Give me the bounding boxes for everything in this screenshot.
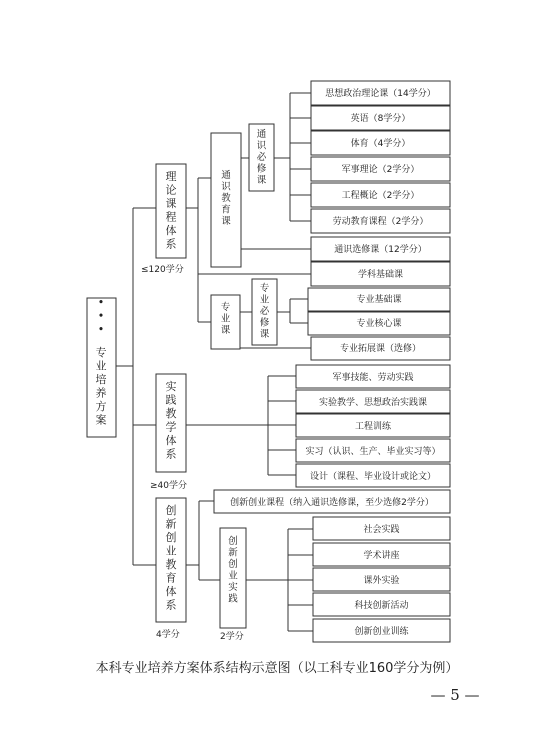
major-course-label: 专业课 xyxy=(220,302,231,336)
practice-item xyxy=(296,390,450,413)
course-box xyxy=(311,209,450,233)
course-box xyxy=(308,312,450,335)
innovation-item xyxy=(313,517,450,540)
practice-item xyxy=(296,439,450,462)
course-label: 思想政治理论课（14学分） xyxy=(325,89,436,99)
major-required-courses xyxy=(308,288,450,335)
innovation-item-label: 课外实验 xyxy=(363,576,400,586)
course-box xyxy=(311,131,450,155)
figure-caption: 本科专业培养方案体系结构示意图（以工科专业160学分为例） xyxy=(95,661,459,676)
course-label: 体育（4学分） xyxy=(350,139,411,149)
practice-item-label: 工程训练 xyxy=(354,422,392,432)
course-box xyxy=(311,157,450,181)
root-label: 专业培养方案 xyxy=(95,346,107,427)
innovation-practice-note: 2学分 xyxy=(220,632,244,642)
innovation-item-label: 科技创新活动 xyxy=(354,601,409,611)
practice-item-label: 军事技能、劳动实践 xyxy=(332,373,414,383)
innovation-system-node xyxy=(156,498,186,640)
course-box xyxy=(311,81,450,105)
innovation-item-label: 创新创业训练 xyxy=(354,627,409,637)
major-required-node xyxy=(252,279,277,345)
general-elective-node xyxy=(311,237,450,261)
discipline-basic-label: 学科基础课 xyxy=(357,270,404,280)
general-required-courses xyxy=(311,81,450,233)
major-required-label: 专业必修课 xyxy=(259,283,270,340)
course-box xyxy=(311,183,450,207)
course-label: 英语（8学分） xyxy=(350,114,411,124)
theory-system-node xyxy=(141,164,186,275)
theory-system-label: 理论课程体系 xyxy=(165,170,177,251)
innovation-item xyxy=(313,543,450,566)
innovation-item-label: 学术讲座 xyxy=(363,551,400,561)
innovation-item xyxy=(313,593,450,616)
major-extension-label: 专业拓展课（选修） xyxy=(339,344,422,354)
major-extension-node xyxy=(311,337,450,360)
practice-system-node xyxy=(150,374,187,491)
course-box xyxy=(311,106,450,130)
course-label: 专业基础课 xyxy=(356,295,402,305)
innovation-practice-items xyxy=(313,517,450,642)
innovation-course-label: 创新创业课程（纳入通识选修课，至少选修2学分） xyxy=(230,498,434,508)
course-label: 专业核心课 xyxy=(356,319,402,329)
discipline-basic-node xyxy=(311,262,450,286)
practice-item xyxy=(296,464,450,487)
practice-items xyxy=(296,365,450,487)
innovation-system-note: 4学分 xyxy=(156,630,180,640)
innovation-practice-node xyxy=(220,528,246,642)
practice-item xyxy=(296,414,450,437)
practice-item-label: 设计（课程、毕业设计或论文） xyxy=(309,472,437,482)
innovation-item xyxy=(313,568,450,591)
innovation-item xyxy=(313,619,450,642)
innovation-item-label: 社会实践 xyxy=(363,525,400,535)
page-number: — 5 — xyxy=(430,686,480,704)
practice-system-label: 实践教学体系 xyxy=(165,380,177,461)
general-required-label: 通识必修课 xyxy=(256,129,267,186)
general-education-label: 通识教育课 xyxy=(221,170,231,227)
course-box xyxy=(308,288,450,311)
course-label: 军事理论（2学分） xyxy=(341,165,420,175)
root-node xyxy=(87,296,116,437)
root-dots: • • • xyxy=(97,296,105,336)
practice-item-label: 实验教学、思想政治实践课 xyxy=(318,398,428,408)
course-label: 工程概论（2学分） xyxy=(341,191,420,201)
general-elective-label: 通识选修课（12学分） xyxy=(334,245,427,255)
practice-item-label: 实习（认识、生产、毕业实习等） xyxy=(305,447,441,457)
innovation-course-node xyxy=(214,490,450,513)
major-course-node xyxy=(211,295,240,349)
course-label: 劳动教育课程（2学分） xyxy=(332,217,429,227)
theory-system-note: ≤120学分 xyxy=(141,265,184,275)
innovation-system-label: 创新创业教育体系 xyxy=(165,504,177,612)
practice-item xyxy=(296,365,450,388)
innovation-practice-label: 创新创业实践 xyxy=(228,536,238,605)
general-required-node xyxy=(249,124,274,191)
practice-system-note: ≥40学分 xyxy=(150,481,187,491)
general-education-node xyxy=(211,133,241,267)
